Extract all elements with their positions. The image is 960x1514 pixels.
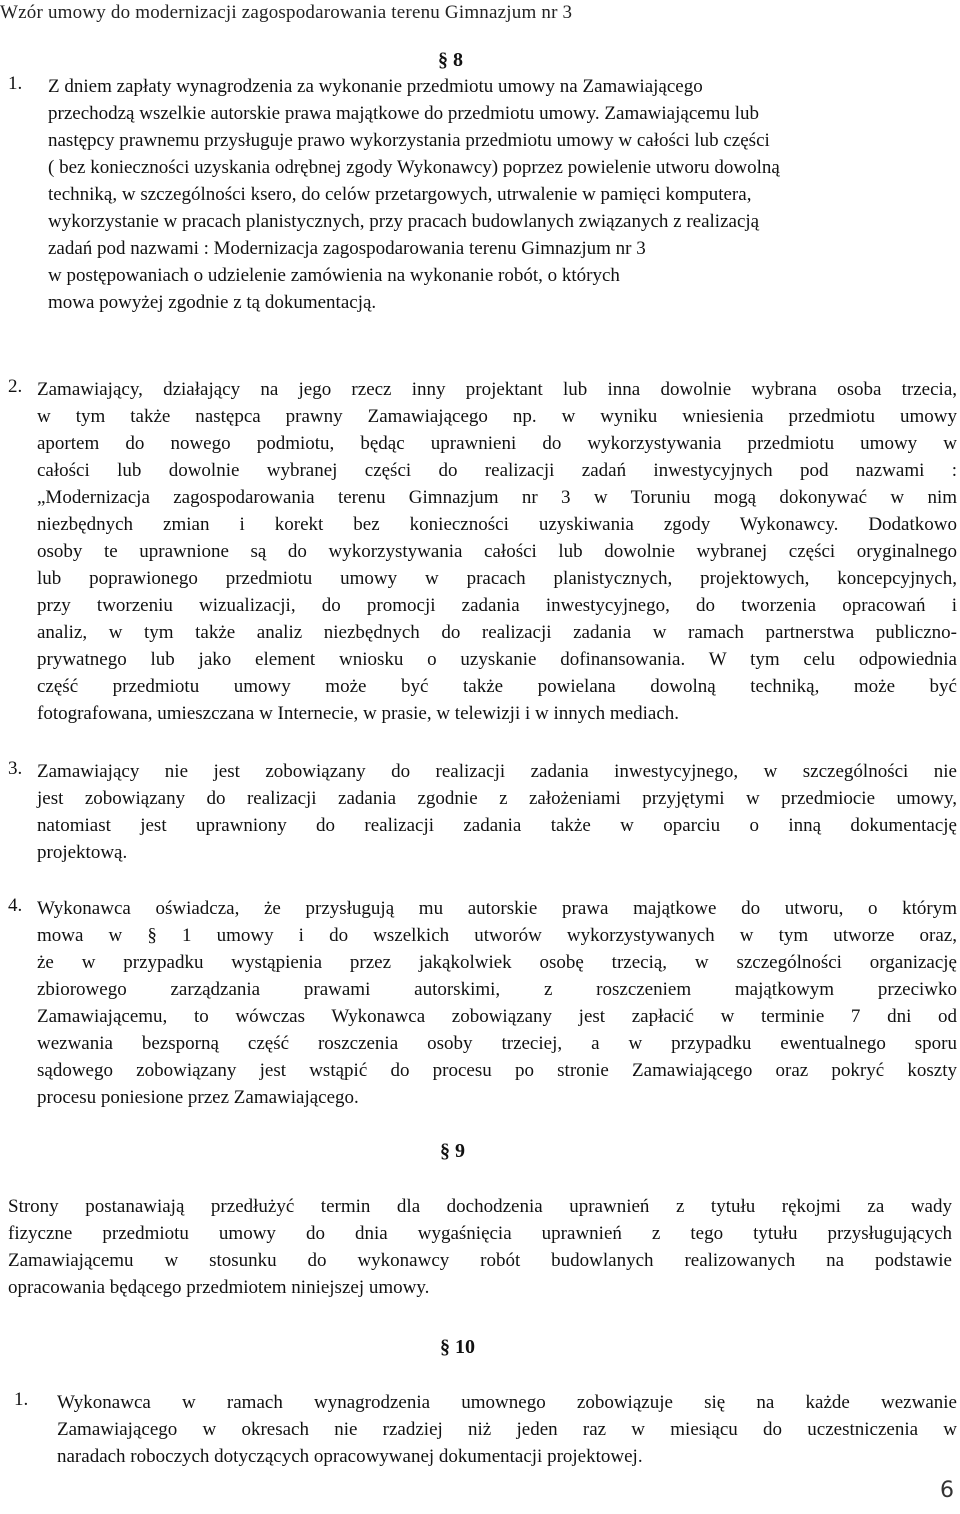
paragraph-8-3 (37, 758, 957, 866)
text-line: w tym także następca prawny Zamawiającego np. w wyniku wniesienia przedmiotu umowy (37, 406, 957, 427)
text-line: aportem do nowego podmiotu, będąc uprawnieni do wykorzystywania przedmiotu umowy w (37, 433, 957, 454)
text-line: przy tworzeniu wizualizacji, do promocji zadania inwestycyjnego, do tworzenia opracowań i (37, 595, 957, 616)
text-line: przechodzą wszelkie autorskie prawa majątkowe do przedmiotu umowy. Zamawiającemu lub (48, 103, 759, 124)
text-line: prywatnego lub jako element wniosku o uzyskanie dofinansowania. W tym celu odpowiednia (37, 649, 957, 670)
item-number: 4. (8, 895, 23, 916)
text-line: projektową. (37, 842, 128, 863)
text-line: ( bez konieczności uzyskania odrębnej zgody Wykonawcy) poprzez powielenie utworu dowolną (48, 157, 780, 178)
text-line: fotografowana, umieszczana w Internecie, w prasie, w telewizji i w innych mediach. (37, 703, 680, 724)
paragraph-9 (8, 1193, 952, 1301)
text-line: wykorzystanie w pracach planistycznych, przy pracach budowlanych związanych z realizacją (48, 211, 760, 232)
text-line: Wykonawca w ramach wynagrodzenia umownego zobowiązuje się na każde wezwanie (57, 1392, 957, 1413)
text-line: część przedmiotu umowy może być także powielana dowolną techniką, może być (37, 676, 957, 697)
text-line: że w przypadku wystąpienia przez jakąkolwiek osobę trzecią, w szczególności organizację (37, 952, 957, 973)
text-line: mowa powyżej zgodnie z tą dokumentacją. (48, 292, 377, 313)
text-line: następcy prawnemu przysługuje prawo wykorzystania przedmiotu umowy w całości lub części (48, 130, 770, 151)
text-line: wezwania bezsporną część roszczenia osoby trzeciej, a w przypadku ewentualnego sporu (37, 1033, 957, 1054)
section-heading-10: § 10 (440, 1336, 475, 1358)
text-line: mowa w § 1 umowy i do wszelkich utworów wykorzystywanych w tym utworze oraz, (37, 925, 957, 946)
text-line: całości lub dowolnie wybranej części do realizacji zadań inwestycyjnych pod nazwami : (37, 460, 957, 481)
text-line: zadań pod nazwami : Modernizacja zagospodarowania terenu Gimnazjum nr 3 (48, 238, 646, 259)
text-line: Zamawiającemu, to wówczas Wykonawca zobowiązany jest zapłacić w terminie 7 dni od (37, 1006, 957, 1027)
item-number: 3. (8, 758, 23, 779)
text-line: osoby te uprawnione są do wykorzystywania całości lub dowolnie wybranej części oryginalnego (37, 541, 957, 562)
page-number: 6 (940, 1478, 954, 1503)
section-heading-9: § 9 (440, 1140, 465, 1162)
text-line: Zamawiającego w okresach nie rzadziej niż jeden raz w miesiącu do uczestniczenia w (57, 1419, 957, 1440)
text-line: analiz, w tym także analiz niezbędnych do realizacji zadania w ramach partnerstwa publiczno- (37, 622, 957, 643)
item-number: 2. (8, 376, 23, 397)
text-line: Z dniem zapłaty wynagrodzenia za wykonanie przedmiotu umowy na Zamawiającego (48, 76, 703, 97)
document-header: Wzór umowy do modernizacji zagospodarowania terenu Gimnazjum nr 3 (0, 2, 573, 23)
text-line: Zamawiający, działający na jego rzecz inny projektant lub inna dowolnie wybrana osoba trzecia, (37, 379, 957, 400)
item-number: 1. (8, 73, 23, 94)
paragraph-8-2 (37, 376, 957, 727)
text-line: opracowania będącego przedmiotem niniejszej umowy. (8, 1277, 430, 1298)
text-line: sądowego zobowiązany jest wstąpić do procesu po stronie Zamawiającego oraz pokryć koszty (37, 1060, 957, 1081)
text-line: procesu poniesione przez Zamawiającego. (37, 1087, 359, 1108)
text-line: w postępowaniach o udzielenie zamówienia na wykonanie robót, o których (48, 265, 620, 286)
text-line: Zamawiającemu w stosunku do wykonawcy robót budowlanych realizowanych na podstawie (8, 1250, 952, 1271)
text-line: „Modernizacja zagospodarowania terenu Gimnazjum nr 3 w Toruniu mogą dokonywać w nim (37, 487, 957, 508)
text-line: Zamawiający nie jest zobowiązany do realizacji zadania inwestycyjnego, w szczególności nie (37, 761, 957, 782)
paragraph-10-1 (57, 1389, 957, 1470)
paragraph-8-1 (48, 73, 958, 316)
text-line: fizyczne przedmiotu umowy do dnia wygaśnięcia uprawnień z tego tytułu przysługujących (8, 1223, 952, 1244)
text-line: jest zobowiązany do realizacji zadania zgodnie z założeniami przyjętymi w przedmiocie umowy, (37, 788, 957, 809)
text-line: Strony postanawiają przedłużyć termin dla dochodzenia uprawnień z tytułu rękojmi za wady (8, 1196, 952, 1217)
text-line: zbiorowego zarządzania prawami autorskimi, z roszczeniem majątkowym przeciwko (37, 979, 957, 1000)
text-line: naradach roboczych dotyczących opracowywanej dokumentacji projektowej. (57, 1446, 643, 1467)
item-number: 1. (14, 1389, 29, 1410)
text-line: niezbędnych zmian i korekt bez konieczności uzyskiwania zgody Wykonawcy. Dodatkowo (37, 514, 957, 535)
paragraph-8-4 (37, 895, 957, 1111)
text-line: lub poprawionego przedmiotu umowy w pracach planistycznych, projektowych, koncepcyjnych, (37, 568, 957, 589)
text-line: techniką, w szczególności ksero, do celów przetargowych, utrwalenie w pamięci komputera, (48, 184, 752, 205)
text-line: Wykonawca oświadcza, że przysługują mu autorskie prawa majątkowe do utworu, o którym (37, 898, 957, 919)
section-heading-8: § 8 (438, 49, 463, 71)
text-line: natomiast jest uprawniony do realizacji zadania także w oparciu o inną dokumentację (37, 815, 957, 836)
